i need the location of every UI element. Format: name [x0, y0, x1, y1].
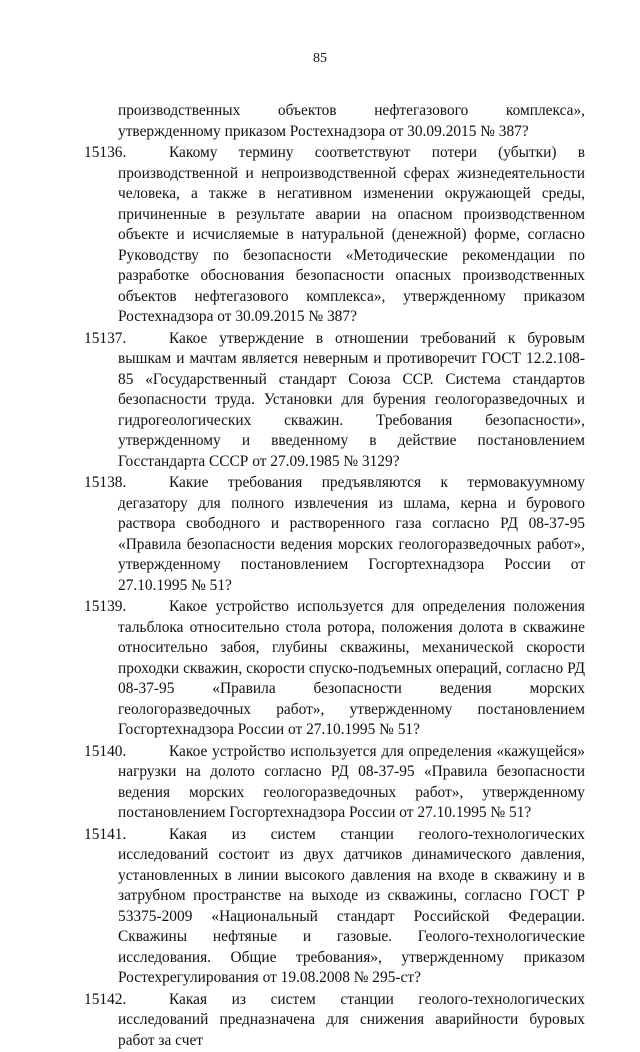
page-number: 85: [313, 51, 327, 66]
question-text: Какое устройство используется для определения положения тальблока относительно стола ротора, положения долота в скважине относительно забоя, глубины скважины, механической скорости проходки скважин, скорости спуско-подъемных операций, согласно РД 08-37-95 «Правила безопасности ведения морских геологоразведочных работ», утвержденному постановлением Госгортехнадзора России от 27.10.1995 № 51?: [118, 598, 585, 738]
question-text: Какое устройство используется для определения «кажущейся» нагрузки на долото согласно РД 08-37-95 «Правила безопасности ведения морских геологоразведочных работ», утвержденному постановлением Госгортехнадзора России от 27.10.1995 № 51?: [118, 742, 585, 821]
question-text: Какая из систем станции геолого-технологических исследований состоит из двух датчиков динамического давления, установленных в линии высокого давления на входе в скважину и в затрубном пространстве на выходе из скважины, согласно ГОСТ Р 53375-2009 «Национальный стандарт Российской Федерации. Скважины нефтяные и газовые. Геолого-технологические исследования. Общие требования», утвержденному приказом Ростехрегулирования от 19.08.2008 № 295-ст?: [118, 825, 585, 986]
continuation-paragraph: производственных объектов нефтегазового комплекса», утвержденному приказом Ростехнадзора от 30.09.2015 № 387?: [118, 102, 585, 140]
question-15138: [84, 473, 585, 596]
question-number: 15138.: [84, 474, 127, 491]
question-number: 15142.: [84, 990, 127, 1008]
question-15142: [84, 990, 585, 1052]
question-15140: [84, 742, 585, 824]
question-text: Какому термину соответствуют потери (убытки) в производственной и непроизводственной сферах жизнедеятельности человека, а также в негативном изменении окружающей среды, причиненные в результате аварии на опасном производственном объекте и исчисляемые в натуральной (денежной) форме, согласно Руководству по безопасности «Методические рекомендации по разработке обоснования безопасности опасных производственных объектов нефтегазового комплекса», утвержденному приказом Ростехнадзора от 30.09.2015 № 387?: [118, 144, 585, 325]
question-15139: [84, 597, 585, 741]
question-number: 15137.: [84, 329, 127, 347]
question-15141: [84, 825, 585, 989]
question-text: Какое утверждение в отношении требований к буровым вышкам и мачтам является неверным и противоречит ГОСТ 12.2.108-85 «Государственный стандарт Союза ССР. Система стандартов безопасности труда. Установки для бурения геологоразведочных и гидрогеологических скважин. Требования безопасности», утвержденному и введенному в действие постановлением Госстандарта СССР от 27.09.1985 № 3129?: [118, 329, 585, 470]
page-content: [84, 101, 585, 1052]
question-text: Какая из систем станции геолого-технологических исследований предназначена для снижения аварийности буровых работ за счет: [118, 990, 585, 1049]
question-number: 15140.: [84, 742, 127, 760]
question-text: Какие требования предъявляются к термовакуумному дегазатору для полного извлечения из шлама, керна и бурового раствора свободного и растворенного газа согласно РД 08-37-95 «Правила безопасности ведения морских геологоразведочных работ», утвержденному постановлением Госгортехнадзора России от 27.10.1995 № 51?: [118, 474, 585, 594]
question-number: 15136.: [84, 144, 127, 161]
question-15137: [84, 329, 585, 473]
question-15136: [84, 143, 585, 328]
question-number: 15139.: [84, 598, 127, 615]
question-number: 15141.: [84, 825, 127, 843]
